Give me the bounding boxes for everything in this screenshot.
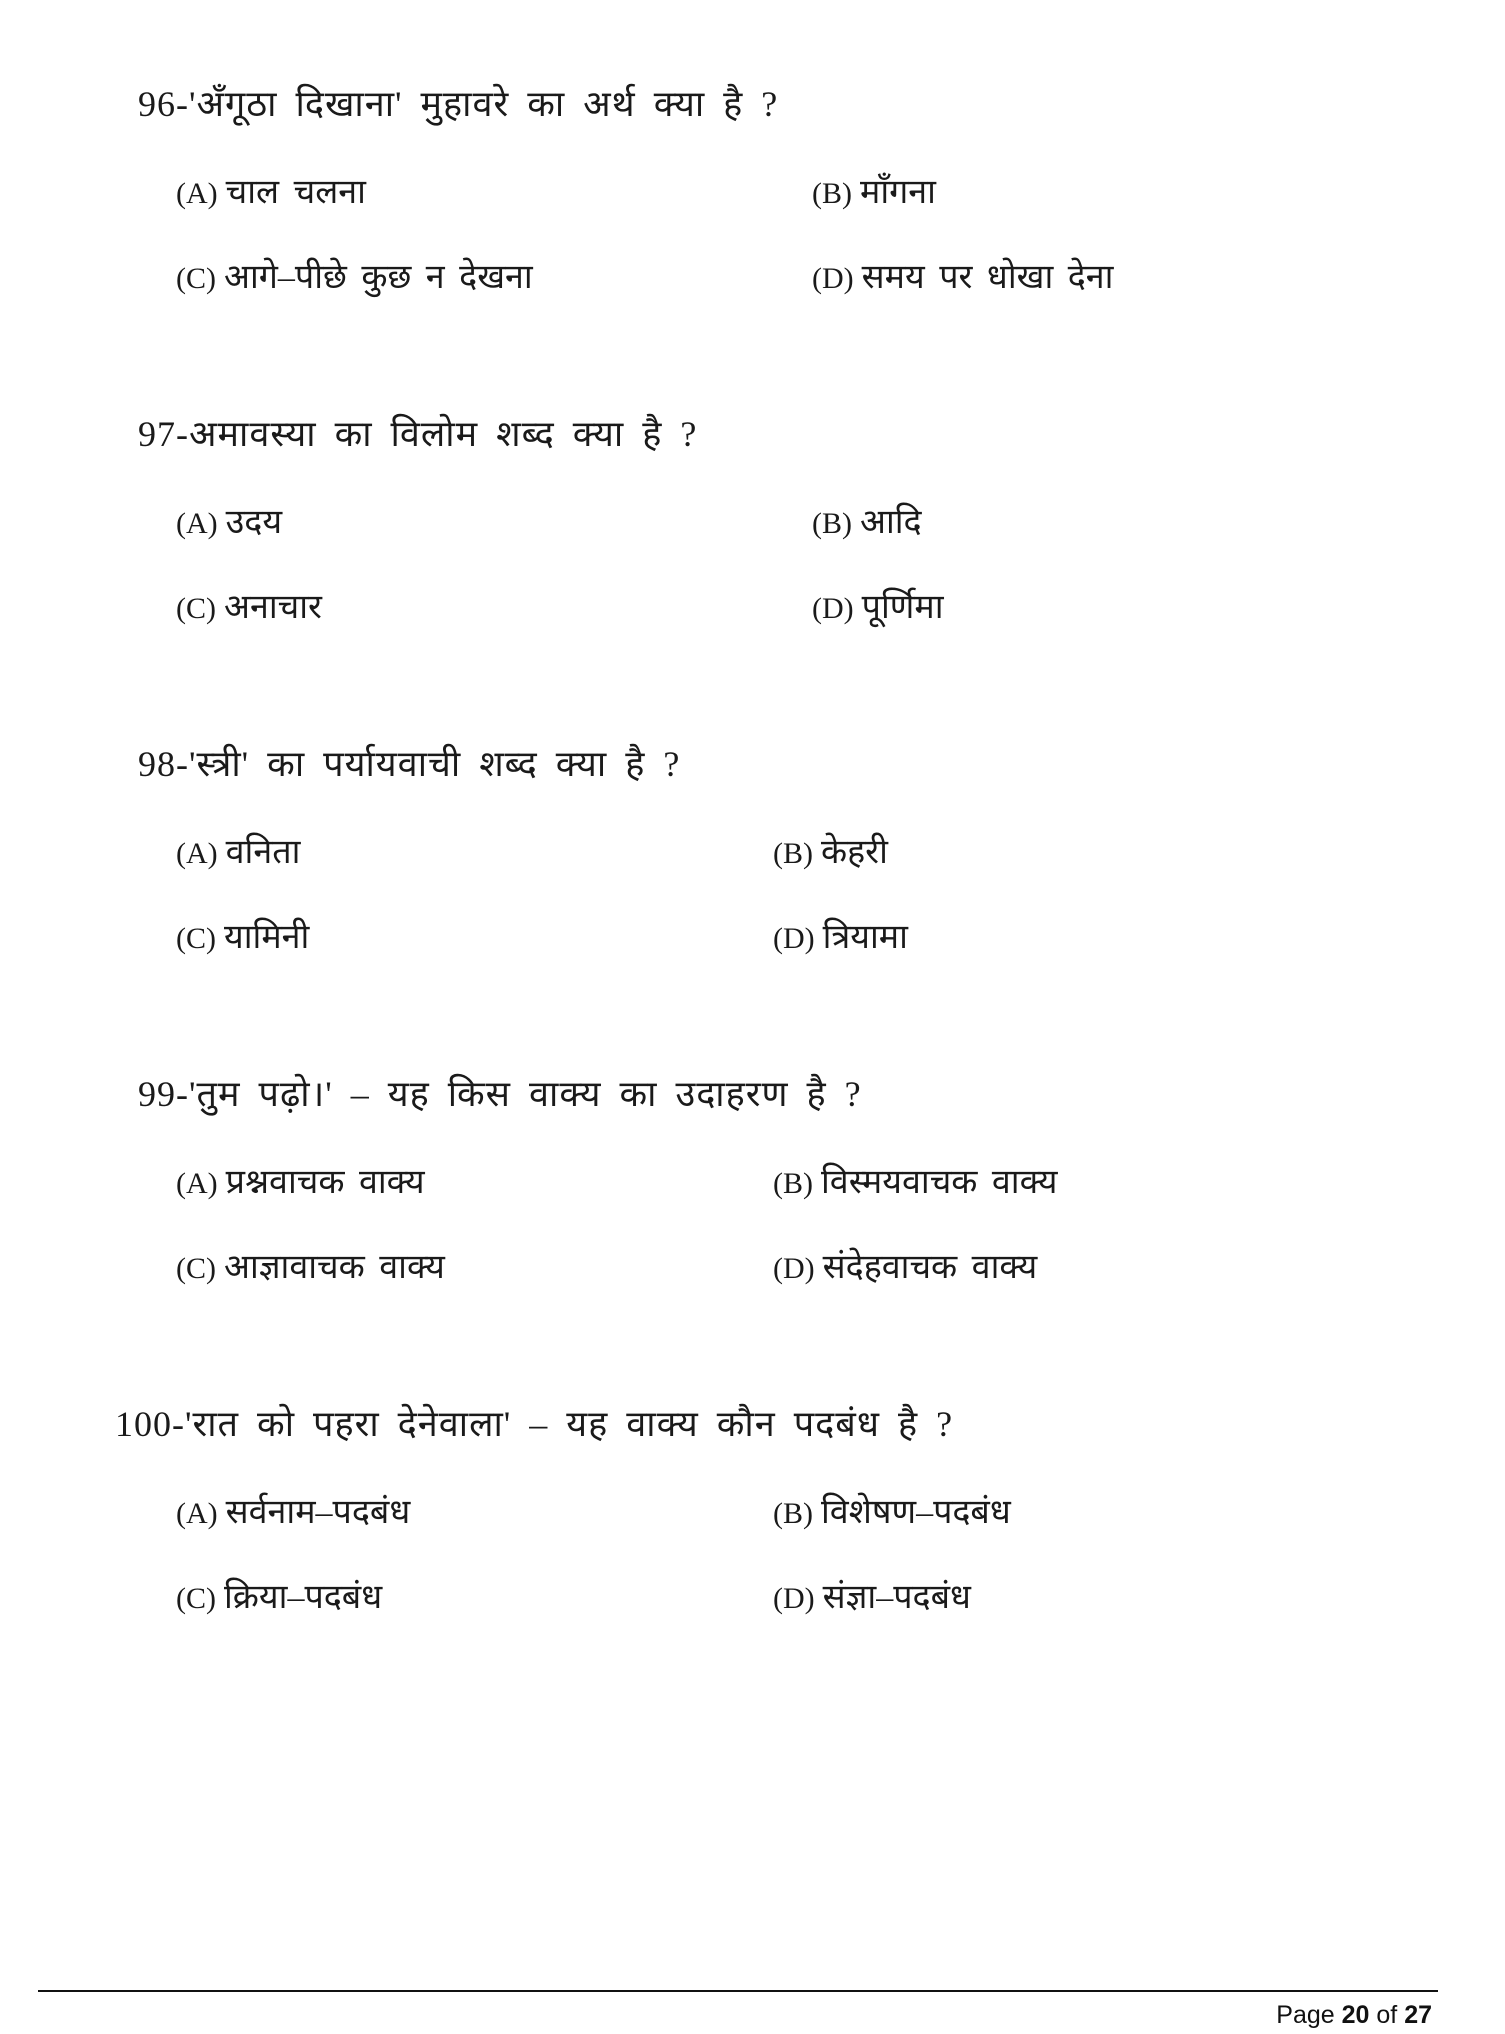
option-d — [773, 1242, 1037, 1288]
option-text: समय पर धोखा देना — [861, 259, 1114, 296]
question-stem: 'अँगूठा दिखाना' मुहावरे का अर्थ क्या है ? — [189, 84, 779, 124]
option-letter: (A) — [176, 177, 218, 210]
option-text: उदय — [225, 504, 283, 541]
option-b — [773, 1157, 1058, 1203]
option-text: त्रियामा — [822, 919, 908, 956]
of-label: of — [1376, 2001, 1398, 2029]
option-letter: (D) — [812, 592, 854, 625]
footer-divider — [38, 1990, 1438, 1992]
option-letter: (A) — [176, 1167, 218, 1200]
option-text: संदेहवाचक वाक्य — [822, 1249, 1038, 1286]
question-text — [138, 1068, 862, 1117]
option-text: संज्ञा–पदबंध — [822, 1579, 971, 1616]
current-page: 20 — [1341, 2001, 1370, 2029]
total-pages: 27 — [1404, 2001, 1432, 2029]
option-text: केहरी — [821, 834, 888, 871]
option-letter: (C) — [176, 1252, 216, 1285]
option-c — [176, 252, 533, 298]
page-number — [1276, 2001, 1432, 2030]
question-number: 97- — [138, 414, 189, 454]
option-c — [176, 912, 309, 958]
option-text: प्रश्नवाचक वाक्य — [225, 1164, 425, 1201]
option-letter: (A) — [176, 837, 218, 870]
question-stem: 'स्त्री' का पर्यायवाची शब्द क्या है ? — [189, 744, 681, 784]
question-text — [138, 408, 697, 457]
question-text — [138, 78, 778, 127]
question-text — [115, 1398, 953, 1447]
option-text: आदि — [860, 504, 922, 541]
question-number: 100- — [115, 1404, 185, 1444]
option-letter: (B) — [812, 507, 852, 540]
option-text: पूर्णिमा — [861, 589, 944, 626]
option-letter: (D) — [773, 1582, 815, 1615]
page-label: Page — [1276, 2001, 1335, 2029]
option-text: विशेषण–पदबंध — [821, 1494, 1011, 1531]
option-letter: (D) — [773, 1252, 815, 1285]
option-letter: (D) — [773, 922, 815, 955]
option-text: वनिता — [225, 834, 301, 871]
option-a — [176, 827, 300, 873]
question-number: 96- — [138, 84, 189, 124]
option-d — [812, 582, 944, 628]
question-stem: अमावस्या का विलोम शब्द क्या है ? — [189, 414, 698, 454]
option-text: चाल चलना — [225, 174, 366, 211]
option-letter: (B) — [773, 1167, 813, 1200]
option-a — [176, 1487, 410, 1533]
option-letter: (C) — [176, 1582, 216, 1615]
question-stem: 'तुम पढ़ो।' – यह किस वाक्य का उदाहरण है ? — [189, 1074, 862, 1114]
question-number: 98- — [138, 744, 189, 784]
option-c — [176, 582, 322, 628]
question-text — [138, 738, 680, 787]
option-letter: (C) — [176, 262, 216, 295]
option-b — [773, 827, 888, 873]
option-d — [773, 1572, 971, 1618]
option-text: क्रिया–पदबंध — [224, 1579, 383, 1616]
option-text: विस्मयवाचक वाक्य — [821, 1164, 1058, 1201]
option-a — [176, 167, 366, 213]
option-a — [176, 497, 282, 543]
option-text: माँगना — [860, 174, 936, 211]
option-text: सर्वनाम–पदबंध — [225, 1494, 411, 1531]
question-number: 99- — [138, 1074, 189, 1114]
option-c — [176, 1572, 382, 1618]
option-d — [812, 252, 1113, 298]
option-c — [176, 1242, 445, 1288]
option-letter: (B) — [773, 1497, 813, 1530]
option-text: अनाचार — [224, 589, 322, 626]
option-letter: (B) — [812, 177, 852, 210]
option-b — [812, 497, 922, 543]
option-letter: (D) — [812, 262, 854, 295]
option-text: आगे–पीछे कुछ न देखना — [224, 259, 533, 296]
option-letter: (C) — [176, 922, 216, 955]
option-a — [176, 1157, 425, 1203]
option-b — [773, 1487, 1011, 1533]
option-letter: (B) — [773, 837, 813, 870]
option-b — [812, 167, 936, 213]
option-letter: (A) — [176, 507, 218, 540]
question-stem: 'रात को पहरा देनेवाला' – यह वाक्य कौन पदबंध है ? — [185, 1404, 954, 1444]
option-letter: (A) — [176, 1497, 218, 1530]
option-d — [773, 912, 908, 958]
option-letter: (C) — [176, 592, 216, 625]
option-text: यामिनी — [224, 919, 310, 956]
option-text: आज्ञावाचक वाक्य — [224, 1249, 445, 1286]
